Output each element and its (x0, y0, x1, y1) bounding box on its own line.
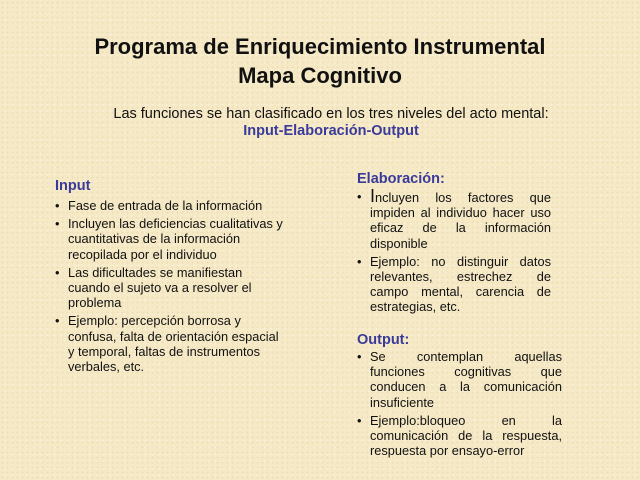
list-item: • Ejemplo: no distinguir datos relevantes, estrechez de campo mental, carencia de estrategias, etc. (357, 254, 551, 315)
input-section (55, 177, 287, 376)
output-section (357, 331, 562, 460)
elaboracion-list (357, 186, 551, 315)
title-line-2: Mapa Cognitivo (238, 63, 402, 88)
list-item: • Se contemplan aquellas funciones cognitivas que conducen a la comunicación insuficiente (357, 349, 562, 410)
intro (0, 106, 640, 140)
list-item (357, 186, 551, 251)
list-item: • Incluyen las deficiencias cualitativas y cuantitativas de la información recopilada por el individuo (55, 216, 287, 262)
list-item: • Ejemplo:bloqueo en la comunicación de la respuesta, respuesta por ensayo-error (357, 413, 562, 459)
elaboracion-section (357, 170, 551, 317)
elaboracion-heading: Elaboración: (357, 171, 445, 187)
list-item: • Las dificultades se manifiestan cuando el sujeto va a resolver el problema (55, 265, 287, 311)
list-item: • Fase de entrada de la información (55, 198, 287, 213)
input-heading: Input (55, 178, 91, 194)
input-list (55, 198, 287, 374)
intro-highlight: Input-Elaboración-Output (243, 123, 419, 139)
output-list (357, 349, 562, 458)
output-heading: Output: (357, 332, 410, 348)
list-item: • Ejemplo: percepción borrosa y confusa, falta de orientación espacial y temporal, faltas de instrumentos verbales, etc. (55, 313, 287, 374)
list-item-text: ncluyen los factores que impiden al individuo hacer uso eficaz de la información disponible (370, 190, 551, 251)
drop-letter: I (370, 186, 376, 206)
title-line-1: Programa de Enriquecimiento Instrumental (94, 34, 546, 59)
intro-text: Las funciones se han clasificado en los tres niveles del acto mental: (113, 106, 549, 122)
slide-title (0, 32, 640, 90)
